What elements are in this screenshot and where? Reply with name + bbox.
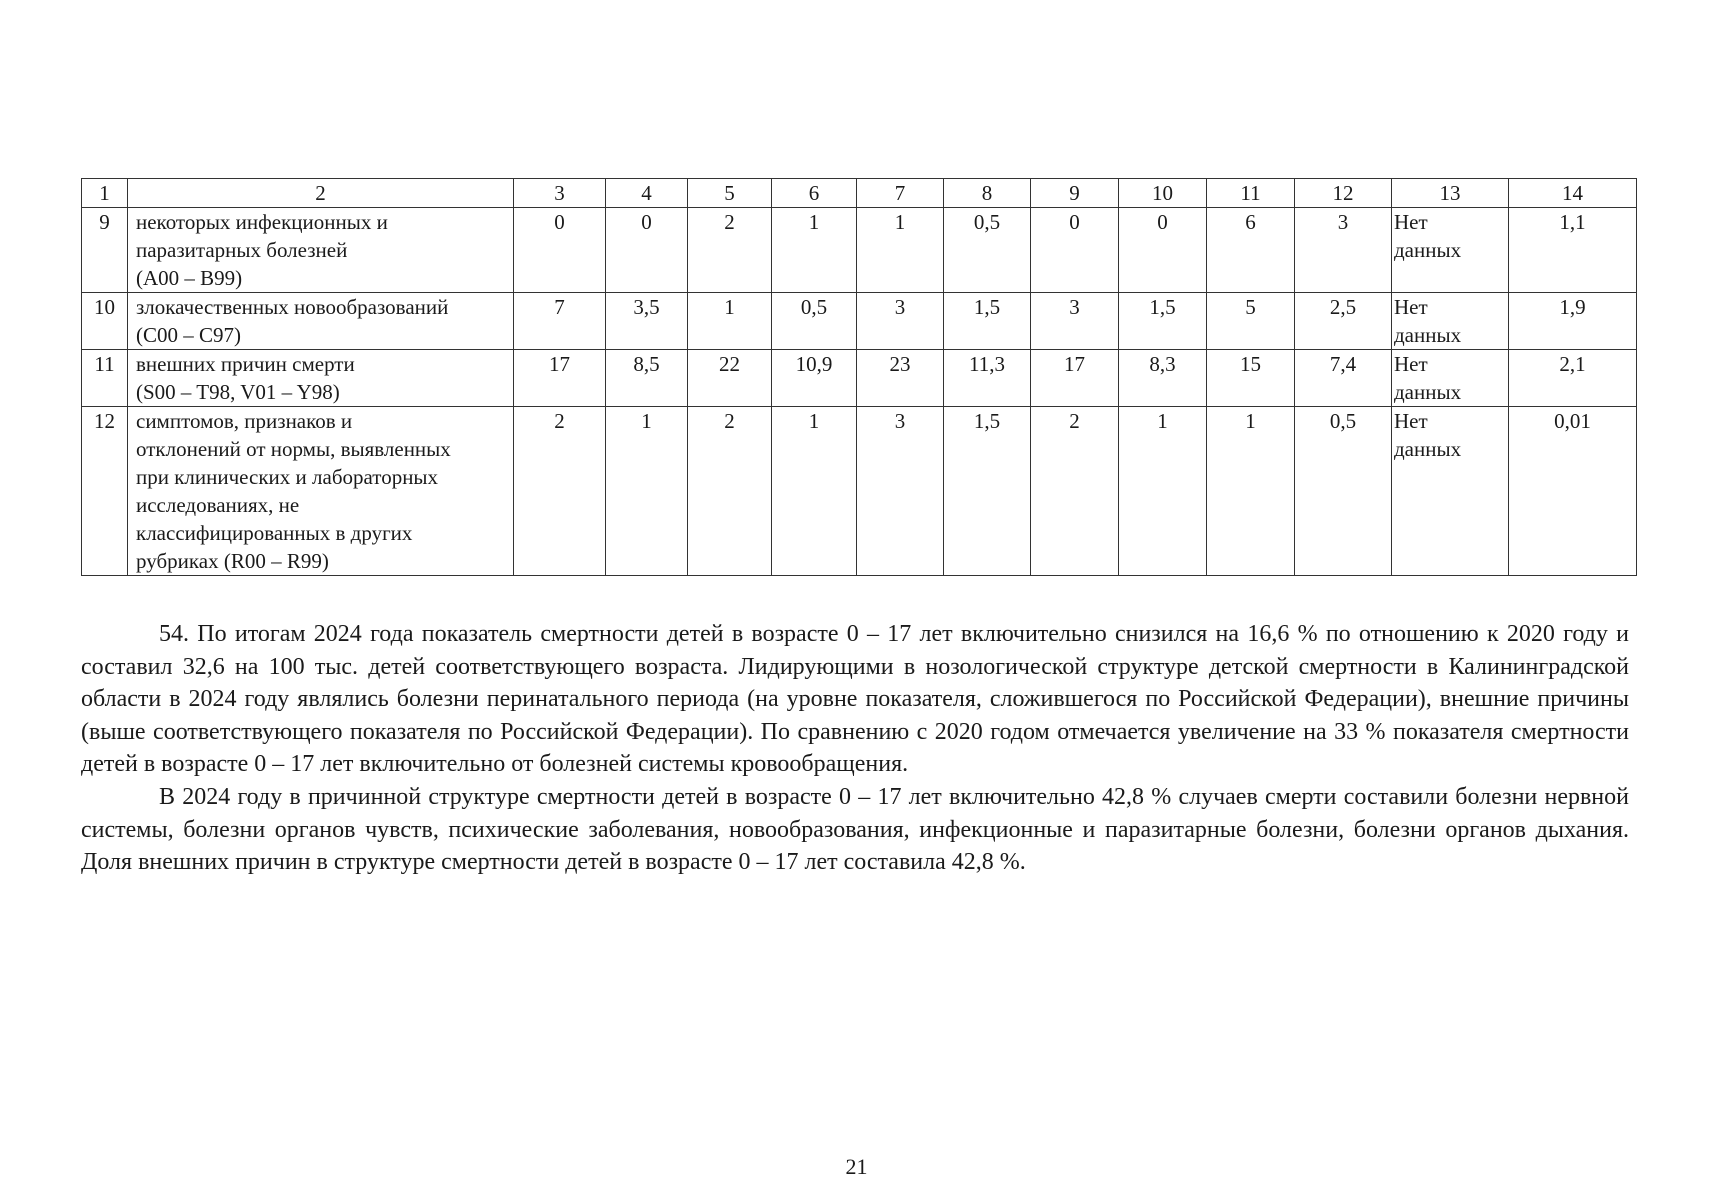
no-data-line: Нет [1394,352,1428,376]
no-data-line: данных [1394,437,1462,461]
value-cell: 10,9 [772,350,857,407]
cause-name-line: отклонений от нормы, выявленных [136,437,451,461]
header-cell: 5 [688,179,772,208]
value-cell: 6 [1207,208,1295,293]
paragraph: 54. По итогам 2024 года показатель смертности детей в возрасте 0 – 17 лет включительно снизился на 16,6 % по отношению к 2020 году и составил 32,6 на 100 тыс. детей соответствующего возраста. Лидирующими в нозологической структуре детской смертности в Калининградской области в 2024 году являлись болезни перинатального периода (на уровне показателя, сложившегося по Российской Федерации), внешние причины (выше соответствующего показателя по Российской Федерации). По сравнению с 2020 годом отмечается увеличение на 33 % показателя смертности детей в возрасте 0 – 17 лет включительно от болезней системы кровообращения. [81,621,1629,778]
value-cell: 1 [1119,407,1207,576]
mortality-causes-table [81,178,1637,576]
value-cell: 1 [772,208,857,293]
value-cell: 1,5 [1119,293,1207,350]
value-cell: 1,9 [1509,293,1637,350]
value-cell: 1 [857,208,944,293]
cause-name-line: (S00 – T98, V01 – Y98) [136,380,340,404]
header-cell: 4 [606,179,688,208]
cause-name-cell [128,407,514,576]
value-cell: 3,5 [606,293,688,350]
no-data-cell [1392,208,1509,293]
value-cell: 1 [772,407,857,576]
cause-name-line: (A00 – B99) [136,266,243,290]
value-cell: 23 [857,350,944,407]
cause-name-line: некоторых инфекционных и [136,210,388,234]
table-row [82,407,1637,576]
header-cell: 7 [857,179,944,208]
value-cell: 8,5 [606,350,688,407]
header-cell: 13 [1392,179,1509,208]
header-cell: 12 [1295,179,1392,208]
no-data-line: данных [1394,380,1462,404]
value-cell: 2 [514,407,606,576]
value-cell: 1,5 [944,293,1031,350]
value-cell: 2 [688,208,772,293]
header-cell: 8 [944,179,1031,208]
value-cell: 17 [514,350,606,407]
value-cell: 5 [1207,293,1295,350]
value-cell: 0 [1119,208,1207,293]
value-cell: 7,4 [1295,350,1392,407]
value-cell: 0 [514,208,606,293]
value-cell: 1 [688,293,772,350]
header-cell: 1 [82,179,128,208]
header-cell: 14 [1509,179,1637,208]
no-data-cell [1392,407,1509,576]
value-cell: 0,5 [1295,407,1392,576]
value-cell: 8,3 [1119,350,1207,407]
value-cell: 3 [1031,293,1119,350]
no-data-line: Нет [1394,210,1428,234]
row-number-cell: 12 [82,407,128,576]
value-cell: 7 [514,293,606,350]
no-data-line: данных [1394,238,1462,262]
value-cell: 0,5 [772,293,857,350]
row-number-cell: 11 [82,350,128,407]
body-text [81,618,1629,879]
table-row [82,350,1637,407]
header-cell: 10 [1119,179,1207,208]
value-cell: 3 [857,407,944,576]
value-cell: 11,3 [944,350,1031,407]
no-data-line: данных [1394,323,1462,347]
table-body [82,179,1637,576]
value-cell: 1,1 [1509,208,1637,293]
header-cell: 6 [772,179,857,208]
cause-name-cell [128,350,514,407]
header-cell: 3 [514,179,606,208]
value-cell: 3 [857,293,944,350]
value-cell: 1 [1207,407,1295,576]
cause-name-line: (C00 – C97) [136,323,241,347]
row-number-cell: 9 [82,208,128,293]
no-data-cell [1392,350,1509,407]
value-cell: 2 [688,407,772,576]
value-cell: 0 [606,208,688,293]
cause-name-line: рубриках (R00 – R99) [136,549,329,573]
cause-name-line: при клинических и лабораторных [136,465,439,489]
cause-name-line: паразитарных болезней [136,238,348,262]
cause-name-line: симптомов, признаков и [136,409,353,433]
table-row [82,293,1637,350]
value-cell: 2,1 [1509,350,1637,407]
no-data-line: Нет [1394,295,1428,319]
value-cell: 17 [1031,350,1119,407]
value-cell: 3 [1295,208,1392,293]
value-cell: 15 [1207,350,1295,407]
table-header-row [82,179,1637,208]
cause-name-line: исследованиях, не [136,493,300,517]
value-cell: 0 [1031,208,1119,293]
value-cell: 2 [1031,407,1119,576]
cause-name-cell [128,293,514,350]
no-data-cell [1392,293,1509,350]
value-cell: 1 [606,407,688,576]
value-cell: 0,01 [1509,407,1637,576]
cause-name-cell [128,208,514,293]
value-cell: 0,5 [944,208,1031,293]
header-cell: 11 [1207,179,1295,208]
header-cell: 2 [128,179,514,208]
cause-name-line: злокачественных новообразований [136,295,449,319]
paragraph: В 2024 году в причинной структуре смертности детей в возрасте 0 – 17 лет включительно 42,8 % случаев смерти составили болезни нервной системы, болезни органов чувств, психические заболевания, новообразования, инфекционные и паразитарные болезни, болезни органов дыхания. Доля внешних причин в структуре смертности детей в возрасте 0 – 17 лет составила 42,8 %. [81,783,1629,876]
cause-name-line: классифицированных в других [136,521,413,545]
value-cell: 1,5 [944,407,1031,576]
table-row [82,208,1637,293]
value-cell: 2,5 [1295,293,1392,350]
row-number-cell: 10 [82,293,128,350]
value-cell: 22 [688,350,772,407]
no-data-line: Нет [1394,409,1428,433]
header-cell: 9 [1031,179,1119,208]
page-number: 21 [845,1154,868,1179]
cause-name-line: внешних причин смерти [136,352,355,376]
